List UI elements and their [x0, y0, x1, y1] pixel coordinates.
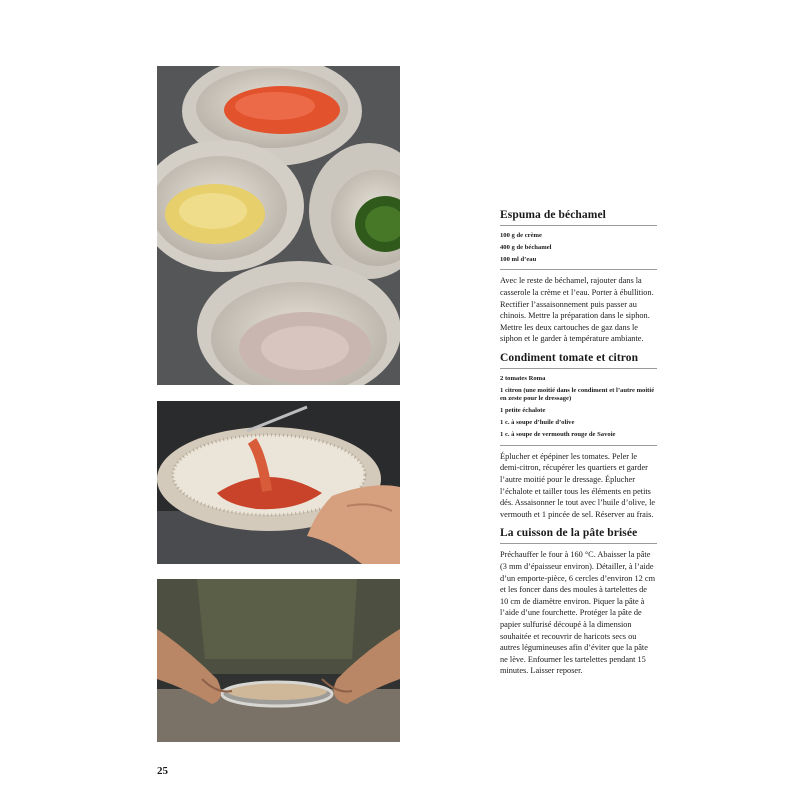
ingredient-item: 100 g de crème: [500, 232, 542, 239]
recipe-column: [500, 208, 657, 677]
ingredient-list: [500, 373, 657, 442]
instructions-text: Avec le reste de béchamel, rajouter dans la casserole la crème et l’eau. Porter à ébullition. Rectifier l’assaisonnement puis passer au chinois. Mettre la préparation dans le siphon. Mettre les deux cartouches de gaz dans le siphon et le garder à température ambiante.: [500, 276, 654, 344]
ingredient-item: 1 petite échalote: [500, 407, 546, 415]
section-title: La cuisson de la pâte brisée: [500, 527, 638, 540]
ingredient-item: 1 c. à soupe de vermouth rouge de Savoie: [500, 431, 616, 439]
divider: [500, 445, 657, 446]
instructions-text: Préchauffer le four à 160 °C. Abaisser la pâte (3 mm d’épaisseur environ). Détailler, à l’aide d’un emporte-pièce, 6 cercles d’environ 12 cm et les foncer dans des moules à tartelettes de 10 cm de diamètre environ. Piquer la pâte à l’aide d’une fourchette. Protéger la pâte de papier sulfurisé découpé à la dimension souhaitée et recouvrir de haricots secs ou autres légumineuses afin d’éviter que la pâte ne lève. Enfourner les tartelettes pendant 15 minutes. Laisser reposer.: [500, 550, 656, 676]
instructions-text: Éplucher et épépiner les tomates. Peler le demi-citron, récupérer les quartiers et garder l’autre moitié pour le dressage. Éplucher l’échalote et tailler tous les éléments en petits dés. Assaisonner le tout avec l’huile d’olive, le vermouth et 1 pincée de sel. Réserver au frais.: [500, 451, 656, 519]
ingredient-item: 1 citron (une moitié dans le condiment et l’autre moitié en zeste pour le dressage): [500, 386, 655, 403]
recipe-section-espuma: [500, 208, 657, 345]
ingredient-item: 400 g de béchamel: [500, 244, 552, 251]
divider: [500, 269, 657, 270]
divider: [500, 543, 657, 544]
ingredient-item: 100 ml d’eau: [500, 256, 537, 263]
divider: [500, 368, 657, 369]
recipe-section-condiment: [500, 351, 657, 520]
page-number: 25: [157, 765, 168, 777]
ingredient-item: 1 c. à soupe d’huile d’olive: [500, 419, 575, 427]
ingredient-item: 2 tomates Roma: [500, 374, 546, 382]
mixing-tomato-condiment-photo: [157, 401, 400, 564]
ingredient-list: [500, 230, 657, 266]
recipe-section-pate-brisee: [500, 526, 657, 677]
divider: [500, 225, 657, 226]
section-title: Condiment tomate et citron: [500, 351, 639, 364]
section-title: Espuma de béchamel: [500, 209, 606, 221]
tart-ring-pastry-photo: [157, 579, 400, 742]
bowls-of-diced-ingredients-photo: [157, 66, 400, 385]
